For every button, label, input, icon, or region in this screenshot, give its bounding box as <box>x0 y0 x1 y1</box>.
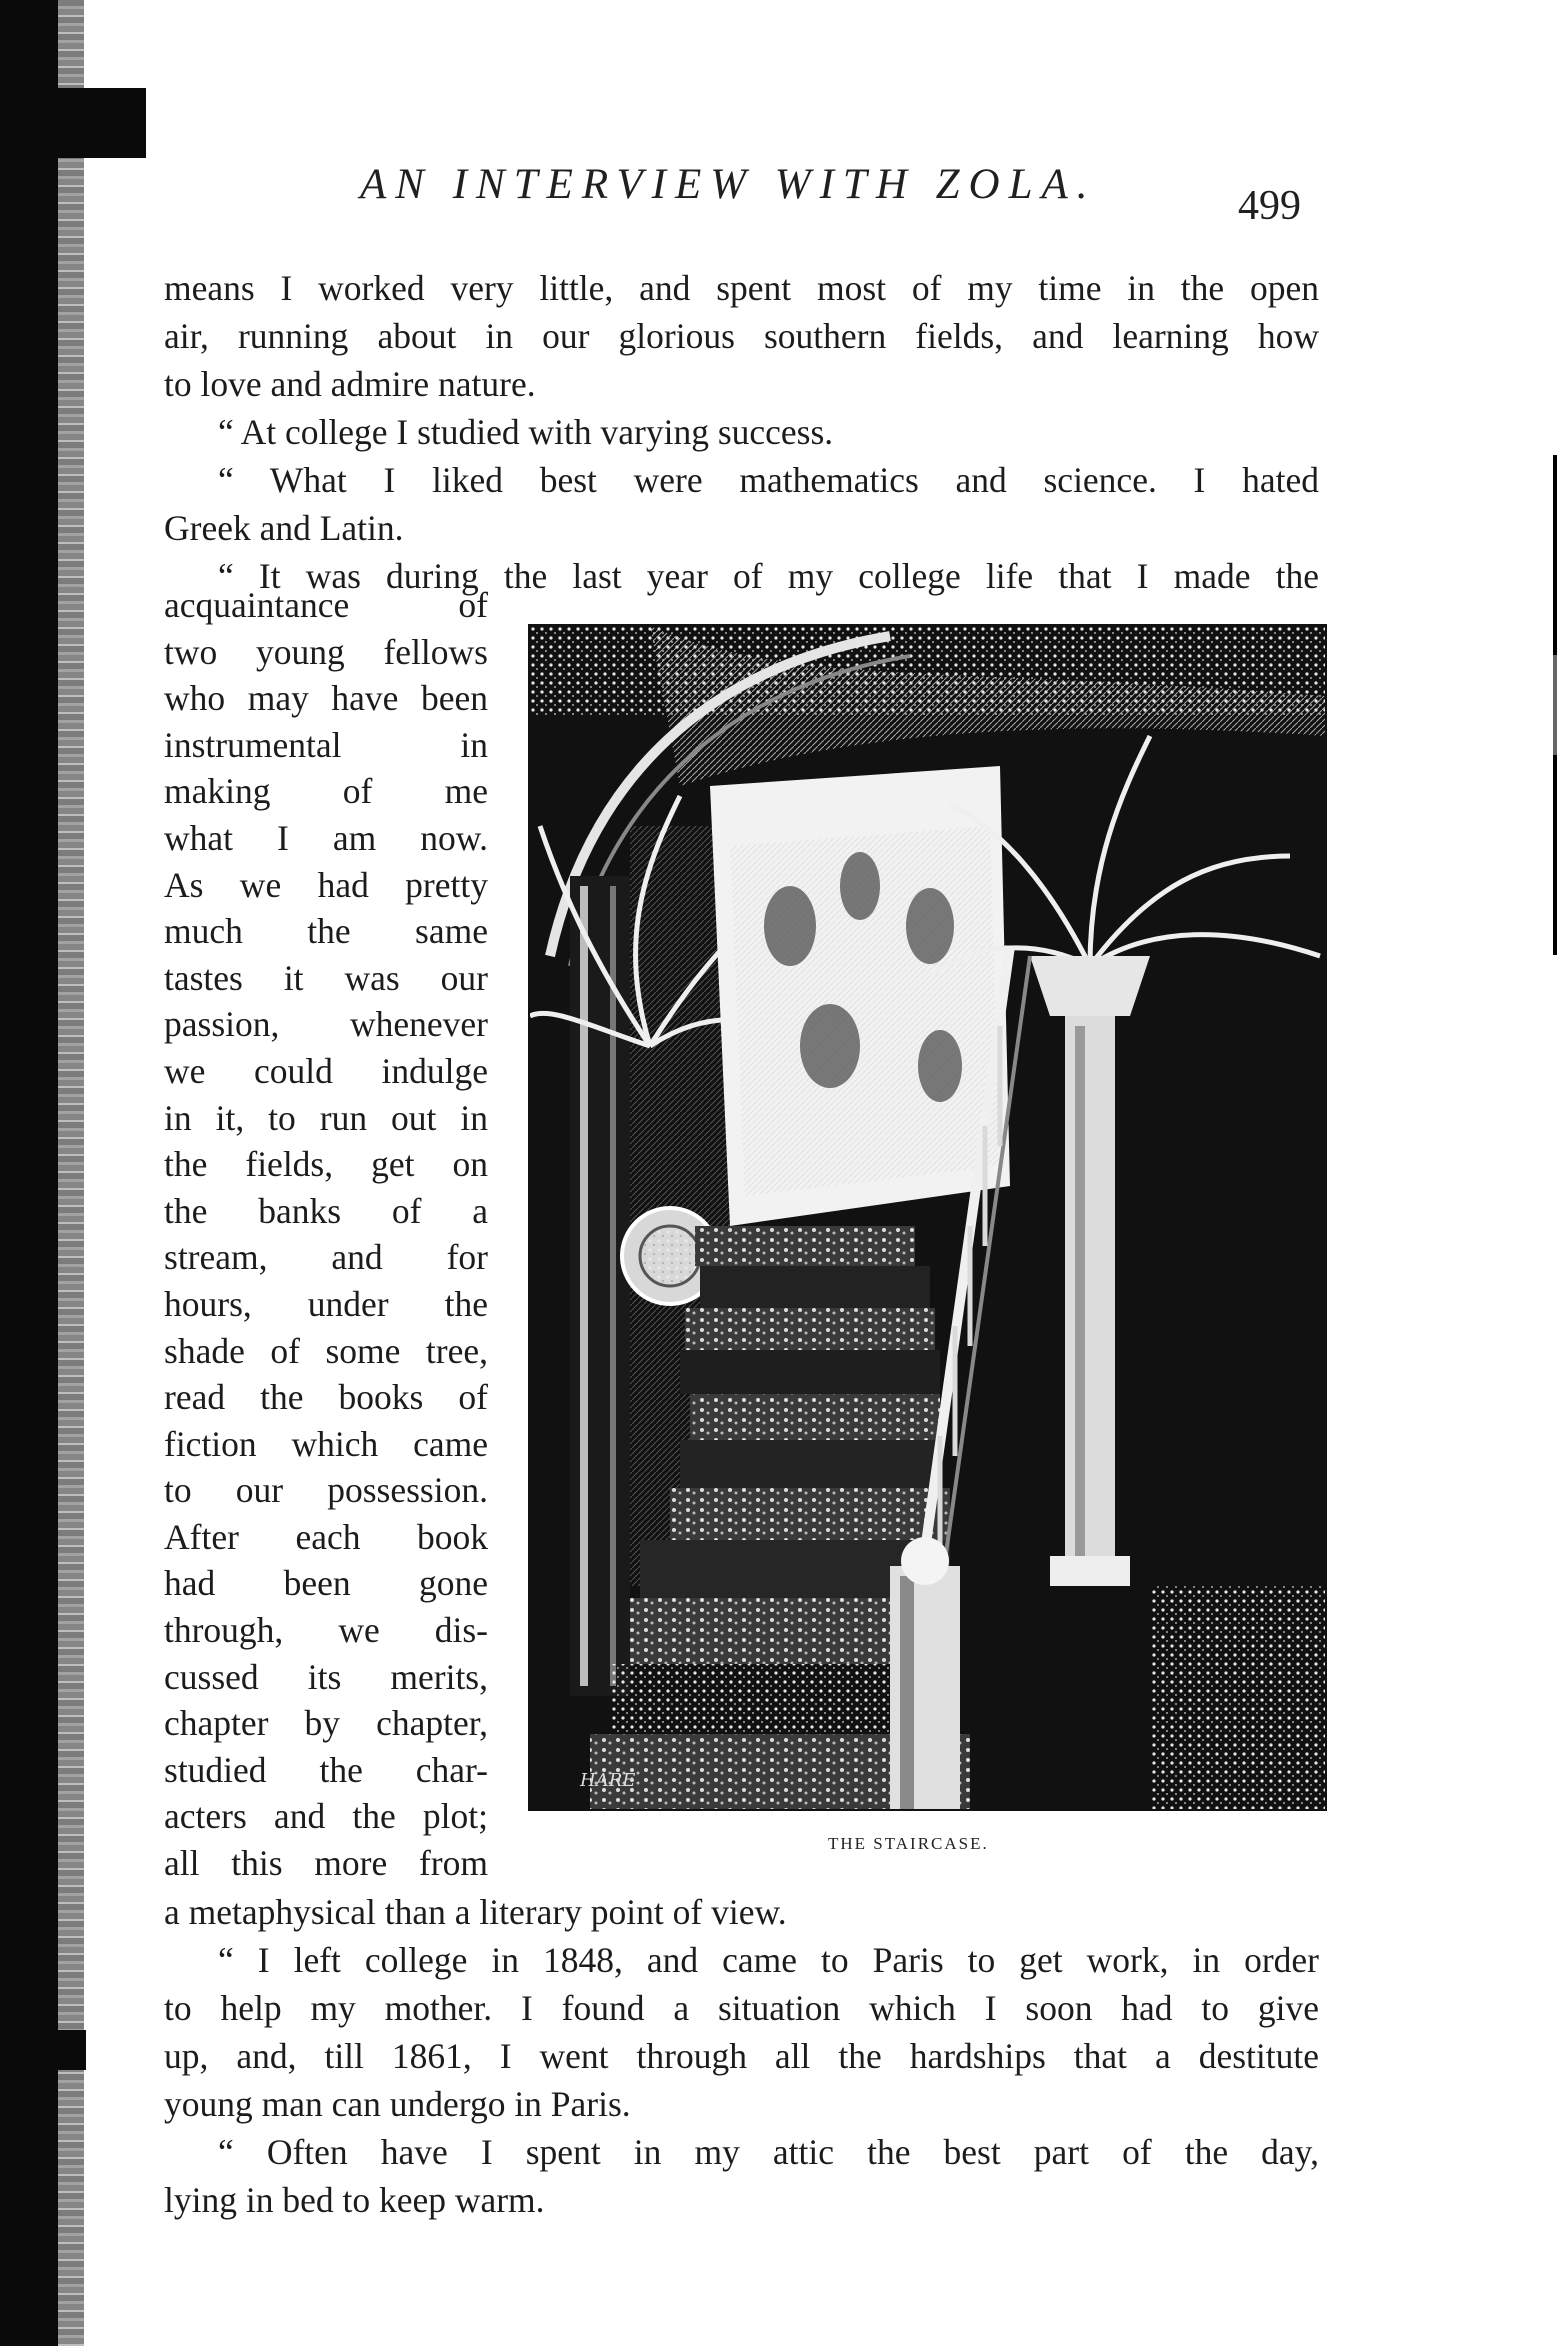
column-line: cussed its merits, <box>164 1656 488 1697</box>
column-line: shade of some tree, <box>164 1330 488 1371</box>
text-line: up, and, till 1861, I went through all the hardships that a destitute <box>164 2036 1319 2076</box>
column-line: we could indulge <box>164 1050 488 1091</box>
figure-caption: THE STAIRCASE. <box>828 1834 989 1853</box>
text-block-top <box>164 264 1319 600</box>
binding-notch <box>56 2030 86 2070</box>
column-line: After each book <box>164 1516 488 1557</box>
column-line: chapter by chapter, <box>164 1703 488 1744</box>
column-line: As we had pretty <box>164 864 488 905</box>
margin-scan-mark <box>1553 455 1557 955</box>
column-line: acquaintance of <box>164 585 488 625</box>
column-line: tastes it was our <box>164 957 488 998</box>
page-number: 499 <box>1238 183 1301 229</box>
text-line: “ It was during the last year of my college life that I made the <box>218 556 1319 596</box>
column-line: read the books of <box>164 1377 488 1418</box>
column-line: making of me <box>164 771 488 812</box>
column-line: fiction which came <box>164 1423 488 1464</box>
column-line: hours, under the <box>164 1283 488 1324</box>
column-line: instrumental in <box>164 724 488 765</box>
column-line: who may have been <box>164 678 488 719</box>
column-line: the banks of a <box>164 1190 488 1231</box>
staircase-illustration <box>528 624 1327 1811</box>
binding-edge <box>58 0 84 2346</box>
text-line: “ At college I studied with varying success. <box>218 412 834 452</box>
column-line: much the same <box>164 911 488 952</box>
binding-shadow <box>0 0 58 2346</box>
binding-notch <box>56 88 146 158</box>
text-line: “ I left college in 1848, and came to Paris to get work, in order <box>218 1940 1319 1980</box>
column-line: two young fellows <box>164 631 488 672</box>
column-line: acters and the plot; <box>164 1796 488 1837</box>
column-line: through, we dis- <box>164 1610 488 1651</box>
column-line: in it, to run out in <box>164 1097 488 1138</box>
column-line: stream, and for <box>164 1237 488 1278</box>
text-line: “ Often have I spent in my attic the best part of the day, <box>218 2132 1319 2172</box>
running-head: AN INTERVIEW WITH ZOLA. <box>360 161 1097 208</box>
column-line: had been gone <box>164 1563 488 1604</box>
text-line: to love and admire nature. <box>164 364 536 404</box>
staircase-engraving <box>530 626 1325 1809</box>
column-line: studied the char- <box>164 1749 488 1790</box>
text-line: Greek and Latin. <box>164 508 404 548</box>
text-line: air, running about in our glorious southern fields, and learning how <box>164 316 1319 356</box>
text-line: means I worked very little, and spent most of my time in the open <box>164 268 1319 308</box>
column-line: to our possession. <box>164 1470 488 1511</box>
text-block-bottom <box>164 1888 1319 2224</box>
column-line: passion, whenever <box>164 1004 488 1045</box>
column-line: what I am now. <box>164 817 488 858</box>
engraver-signature: HARE <box>580 1770 636 1791</box>
text-line: young man can undergo in Paris. <box>164 2084 631 2124</box>
text-line: to help my mother. I found a situation which I soon had to give <box>164 1988 1319 2028</box>
column-line: all this more from <box>164 1843 488 1884</box>
text-line: a metaphysical than a literary point of view. <box>164 1892 787 1932</box>
text-line: “ What I liked best were mathematics and science. I hated <box>218 460 1319 500</box>
text-column-wrap <box>164 582 488 1887</box>
text-line: lying in bed to keep warm. <box>164 2180 545 2220</box>
column-line: the fields, get on <box>164 1144 488 1185</box>
